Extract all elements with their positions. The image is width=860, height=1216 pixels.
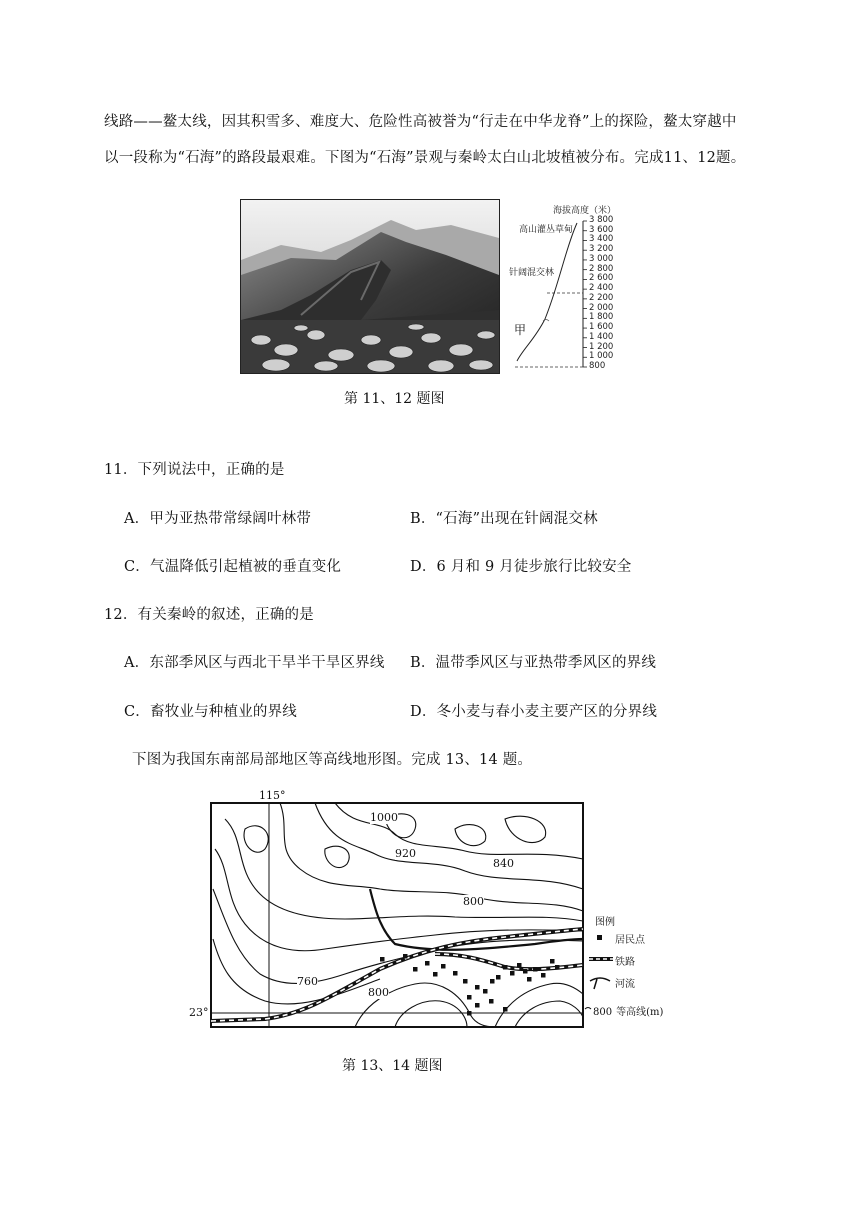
settlement-dot [467, 1011, 472, 1016]
q12-stem: 12．有关秦岭的叙述，正确的是 [104, 607, 314, 623]
settlement-dot [550, 959, 555, 964]
altitude-tick-label: 2 200 [589, 292, 614, 303]
q11-option-d: D．6 月和 9 月徒步旅行比较安全 [410, 559, 632, 575]
altitude-tick-label: 1 600 [589, 322, 614, 333]
contour-label-1000: 1000 [370, 811, 398, 824]
settlement-dot [425, 961, 430, 966]
altitude-tick-label: 2 400 [589, 283, 614, 294]
legend-title: 图例 [595, 917, 615, 928]
settlement-dot [403, 954, 408, 959]
longitude-label: 115° [259, 789, 286, 802]
altitude-tick-label: 1 400 [589, 331, 614, 342]
figure2-caption: 第 13、14 题图 [342, 1058, 443, 1074]
legend-contour-value: 800 [593, 1007, 613, 1018]
settlement-dot [510, 971, 515, 976]
settlement-dot [503, 965, 508, 970]
q12-option-a: A．东部季风区与西北干旱半干旱区界线 [124, 655, 385, 671]
settlement-dot [489, 999, 494, 1004]
settlement-dot [467, 995, 472, 1000]
altitude-tick-label: 2 800 [589, 263, 614, 274]
settlement-dot [517, 963, 522, 968]
q12-option-b: B．温带季风区与亚热带季风区的界线 [410, 655, 657, 671]
q11-stem: 11．下列说法中，正确的是 [104, 462, 285, 478]
legend-contour-swatch [585, 1008, 591, 1010]
altitude-tick-label: 3 200 [589, 244, 614, 255]
altitude-tick-label: 1 800 [589, 312, 614, 323]
settlement-dot [483, 989, 488, 994]
vegetation-chart [505, 199, 645, 374]
intro-2: 下图为我国东南部局部地区等高线地形图。完成 13、14 题。 [132, 752, 533, 768]
altitude-axis-title: 海拔高度（米） [553, 206, 617, 216]
legend-railway: 铁路 [615, 957, 635, 968]
altitude-tick-label: 3 800 [589, 215, 614, 225]
settlement-dot [523, 969, 528, 974]
q12-option-d: D．冬小麦与春小麦主要产区的分界线 [410, 704, 658, 720]
contour-label-920: 920 [395, 847, 416, 860]
settlement-dot [441, 964, 446, 969]
legend-contour [593, 1003, 663, 1018]
altitude-tick-label: 2 000 [589, 302, 614, 313]
settlement-dot [463, 979, 468, 984]
altitude-tick-label: 3 000 [589, 253, 614, 264]
belt-mixed-forest: 针阔混交林 [509, 268, 555, 278]
settlement-dot [503, 1007, 508, 1012]
settlement-dot [433, 972, 438, 977]
legend-river: 河流 [615, 979, 635, 990]
belt-jia: 甲 [514, 323, 527, 337]
q11-option-a: A．甲为亚热带常绿阔叶林带 [124, 511, 312, 527]
legend-settlement-swatch [597, 935, 602, 940]
settlement-dot [380, 957, 385, 962]
legend-contour-label: 等高线(m) [616, 1007, 664, 1018]
contour-label-840: 840 [493, 857, 514, 870]
latitude-label: 23° [189, 1006, 209, 1019]
settlement-dot [413, 967, 418, 972]
contour-label-800-lower: 800 [368, 986, 389, 999]
settlement-dot [475, 1003, 480, 1008]
altitude-tick-label: 1 200 [589, 341, 614, 352]
settlement-dot [496, 975, 501, 980]
contour-label-760: 760 [297, 975, 318, 988]
altitude-tick-label: 2 600 [589, 273, 614, 284]
settlement-dot [533, 967, 538, 972]
settlement-dot [490, 979, 495, 984]
altitude-tick-label: 1 000 [589, 351, 614, 362]
q11-option-c: C．气温降低引起植被的垂直变化 [124, 559, 342, 575]
settlement-dot [555, 965, 560, 970]
settlement-dot [453, 971, 458, 976]
q11-option-b: B．“石海”出现在针阔混交林 [410, 511, 598, 527]
altitude-tick-label: 800 [589, 361, 606, 371]
intro-line-1: 线路——鳌太线，因其积雪多、难度大、危险性高被誉为“行走在中华龙脊”上的探险，鳌太穿越中 [104, 114, 737, 130]
altitude-tick-label: 3 600 [589, 224, 614, 235]
settlement-dot [541, 973, 546, 978]
intro-line-2: 以一段称为“石海”的路段最艰难。下图为“石海”景观与秦岭太白山北坡植被分布。完成11、12题。 [104, 150, 746, 166]
q12-option-c: C．畜牧业与种植业的界线 [124, 704, 297, 720]
settlement-dot [527, 977, 532, 982]
stone-sea-photo [240, 199, 500, 374]
contour-label-800-upper: 800 [463, 895, 484, 908]
belt-alpine-meadow: 高山灌丛草甸 [519, 225, 574, 235]
legend-river-swatch [590, 978, 610, 989]
contour-map [189, 789, 685, 1037]
legend-settlement: 居民点 [615, 935, 645, 946]
altitude-tick-label: 3 400 [589, 234, 614, 245]
settlement-dot [475, 985, 480, 990]
figure1-caption: 第 11、12 题图 [344, 391, 445, 407]
